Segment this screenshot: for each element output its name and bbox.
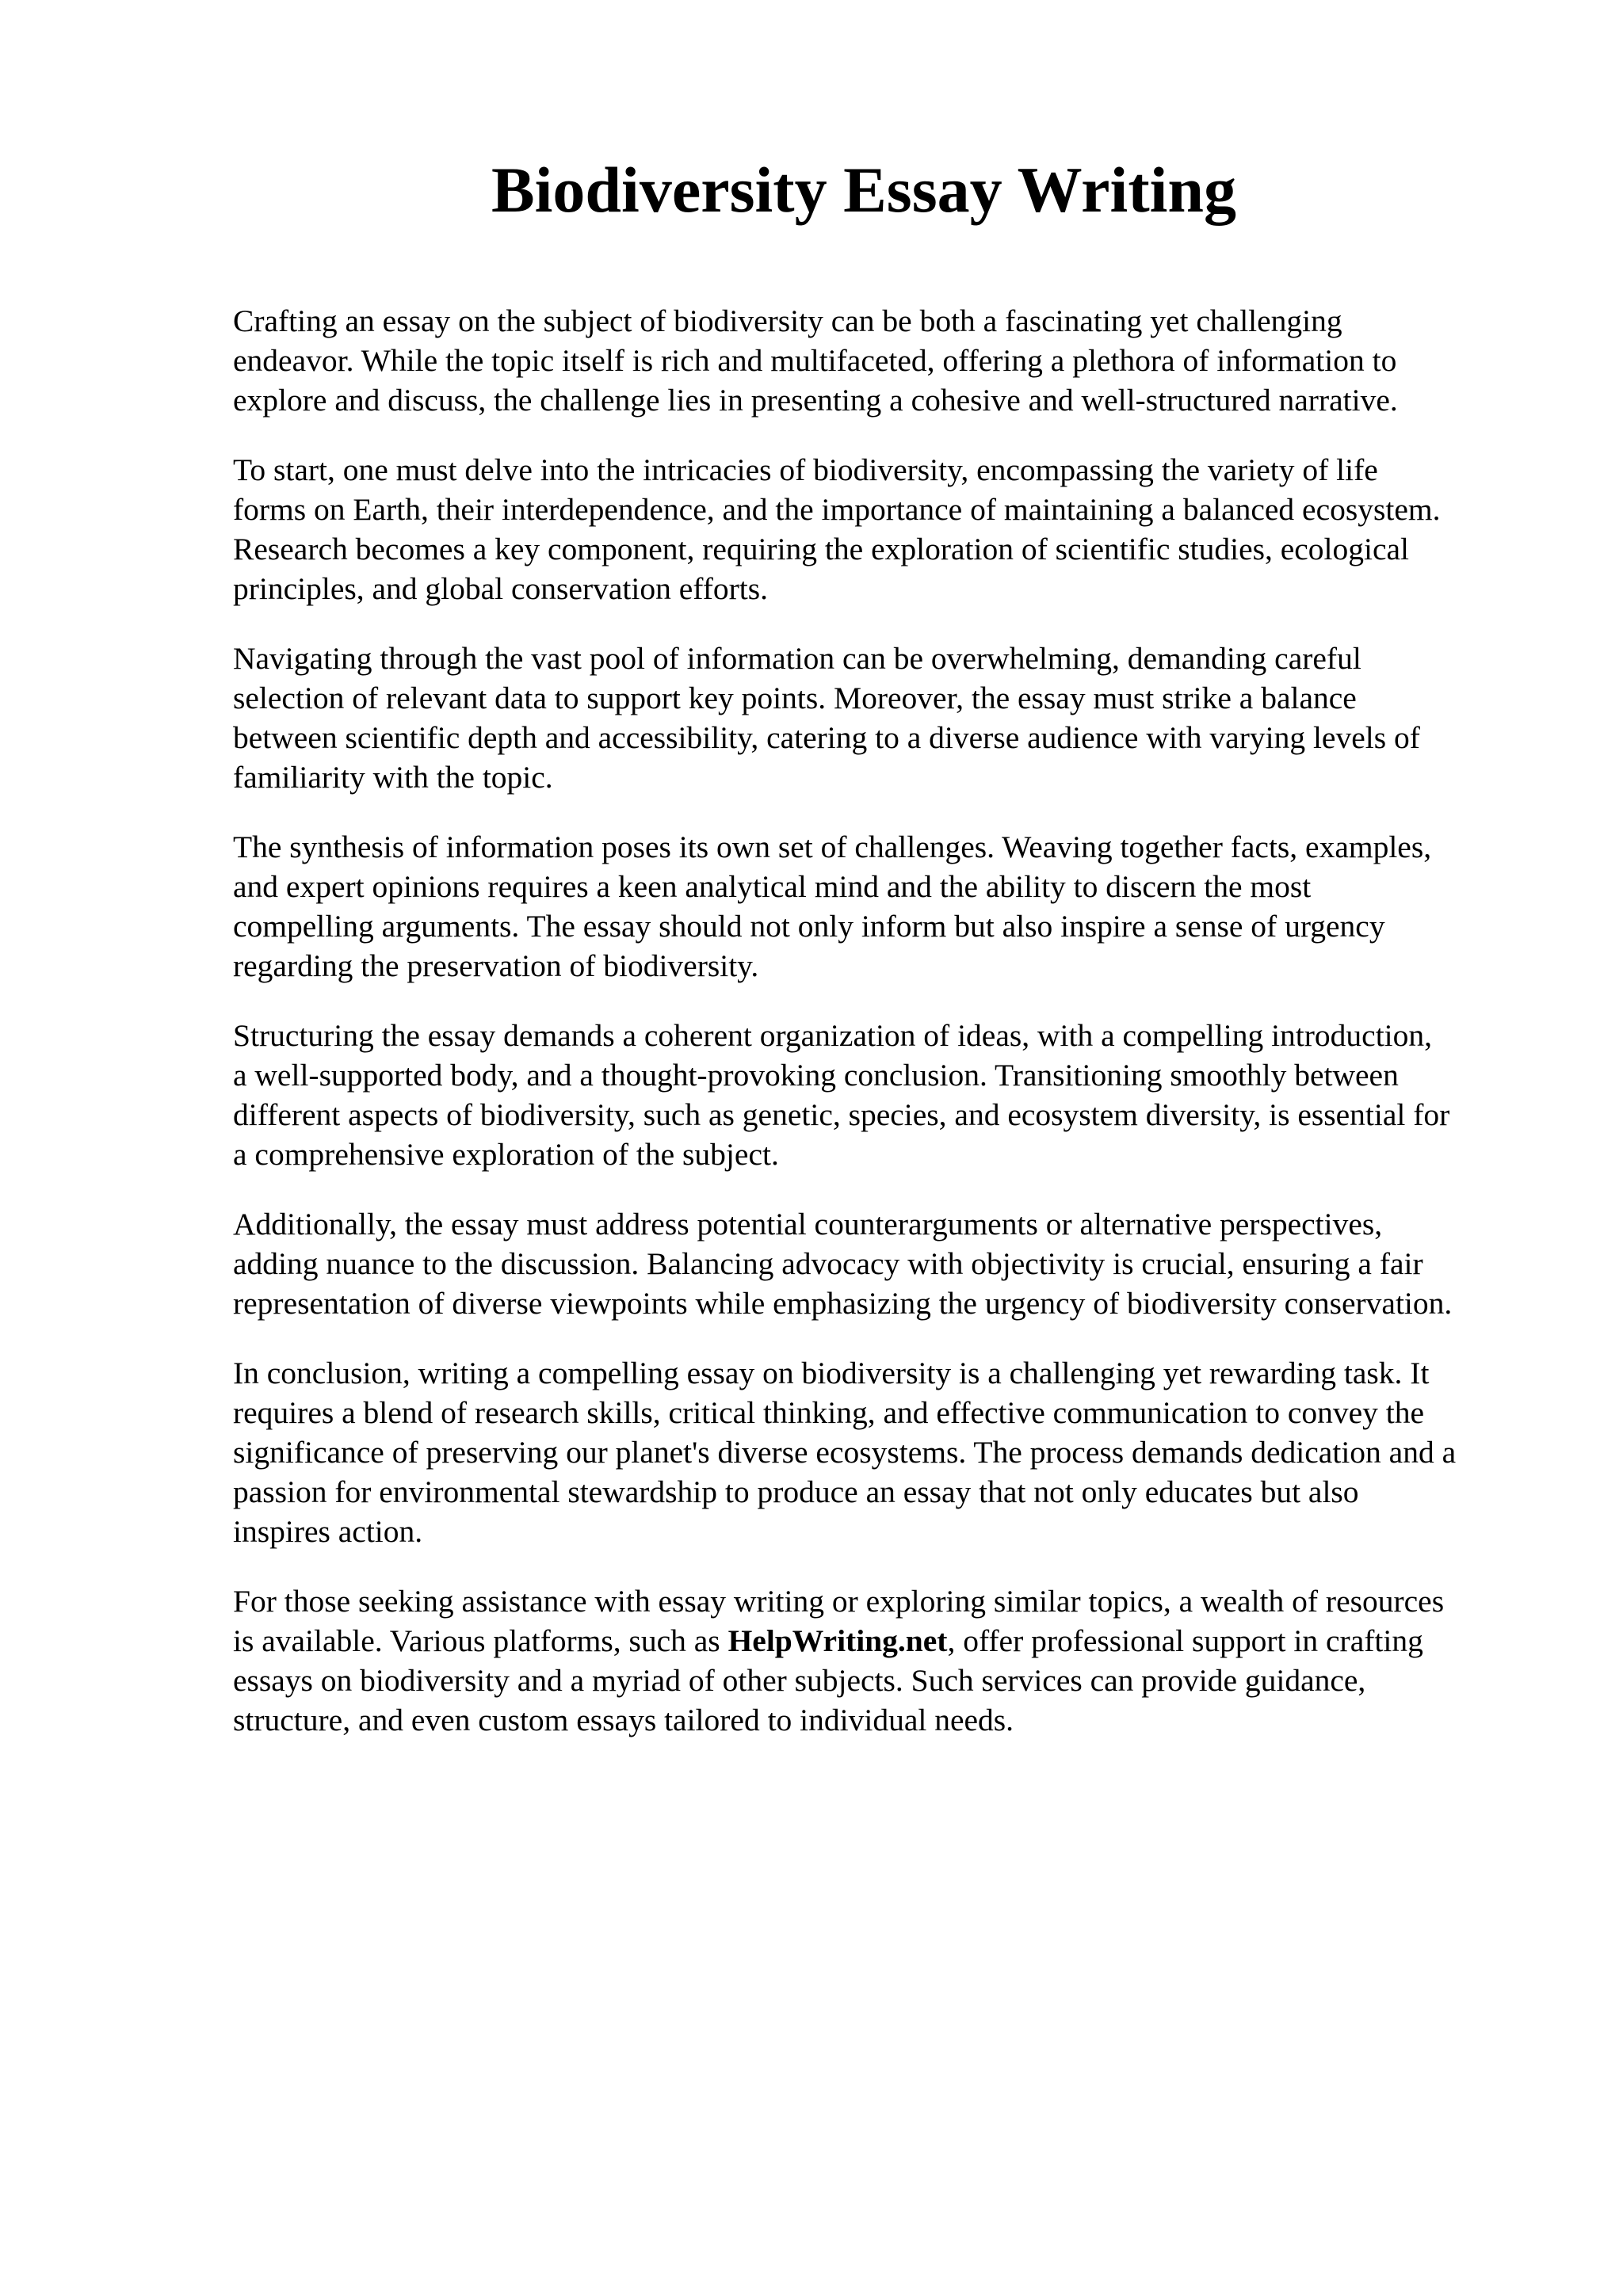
paragraph-line: Navigating through the vast pool of information can be overwhelming, demanding careful: [233, 641, 1361, 676]
paragraph-line: a comprehensive exploration of the subject.: [233, 1137, 779, 1172]
paragraph-line: representation of diverse viewpoints while emphasizing the urgency of biodiversity conservation.: [233, 1286, 1453, 1321]
paragraph-line: a well-supported body, and a thought-provoking conclusion. Transitioning smoothly between: [233, 1058, 1399, 1093]
paragraph-line: passion for environmental stewardship to produce an essay that not only educates but also: [233, 1474, 1359, 1509]
paragraph-line: compelling arguments. The essay should not only inform but also inspire a sense of urgency: [233, 909, 1385, 944]
paragraph-line: different aspects of biodiversity, such as genetic, species, and ecosystem diversity, is essential for: [233, 1097, 1450, 1132]
paragraph-line: principles, and global conservation efforts.: [233, 571, 768, 606]
paragraph-line: In conclusion, writing a compelling essay on biodiversity is a challenging yet rewarding task. It: [233, 1356, 1430, 1390]
paragraph-line: between scientific depth and accessibility, catering to a diverse audience with varying levels of: [233, 720, 1420, 755]
paragraph-line: Structuring the essay demands a coherent organization of ideas, with a compelling introduction,: [233, 1018, 1433, 1053]
paragraph-line: forms on Earth, their interdependence, and the importance of maintaining a balanced ecosystem.: [233, 492, 1441, 527]
paragraph-line: Crafting an essay on the subject of biodiversity can be both a fascinating yet challenging: [233, 303, 1342, 338]
paragraph-line: inspires action.: [233, 1514, 423, 1549]
paragraph-line: For those seeking assistance with essay writing or exploring similar topics, a wealth of resources: [233, 1584, 1445, 1619]
paragraph-line: The synthesis of information poses its own set of challenges. Weaving together facts, examples,: [233, 830, 1432, 864]
paragraph-7: [233, 1353, 1541, 1551]
paragraph-line: To start, one must delve into the intricacies of biodiversity, encompassing the variety of life: [233, 452, 1378, 487]
paragraph-line: significance of preserving our planet's diverse ecosystems. The process demands dedication and a: [233, 1435, 1457, 1470]
paragraph-line-with-link: [233, 1621, 1541, 1661]
paragraph-line: explore and discuss, the challenge lies in presenting a cohesive and well-structured narrative.: [233, 383, 1398, 418]
essay-body: [233, 301, 1541, 1770]
paragraph-2: [233, 450, 1541, 608]
paragraph-3: [233, 639, 1541, 797]
paragraph-line: structure, and even custom essays tailored to individual needs.: [233, 1703, 1014, 1737]
paragraph-6: [233, 1204, 1541, 1323]
paragraph-line: and expert opinions requires a keen analytical mind and the ability to discern the most: [233, 869, 1312, 904]
paragraph-line: regarding the preservation of biodiversity.: [233, 948, 759, 983]
paragraph-line: requires a blend of research skills, critical thinking, and effective communication to convey the: [233, 1395, 1425, 1430]
paragraph-line: Research becomes a key component, requiring the exploration of scientific studies, ecological: [233, 532, 1410, 566]
paragraph-line: adding nuance to the discussion. Balancing advocacy with objectivity is crucial, ensuring a fair: [233, 1246, 1423, 1281]
paragraph-8: [233, 1581, 1541, 1740]
helpwriting-link[interactable]: HelpWriting.net: [727, 1623, 948, 1658]
paragraph-line: endeavor. While the topic itself is rich and multifaceted, offering a plethora of information to: [233, 343, 1397, 378]
paragraph-4: [233, 827, 1541, 986]
link-prefix-text: is available. Various platforms, such as: [233, 1623, 728, 1658]
paragraph-line: essays on biodiversity and a myriad of other subjects. Such services can provide guidance,: [233, 1663, 1366, 1698]
paragraph-line: selection of relevant data to support key points. Moreover, the essay must strike a balance: [233, 681, 1357, 715]
paragraph-5: [233, 1016, 1541, 1174]
paragraph-1: [233, 301, 1541, 420]
paragraph-line: familiarity with the topic.: [233, 760, 553, 795]
link-suffix-text: , offer professional support in crafting: [947, 1623, 1423, 1658]
page-title: Biodiversity Essay Writing: [491, 154, 1237, 226]
paragraph-line: Additionally, the essay must address potential counterarguments or alternative perspectives,: [233, 1207, 1383, 1241]
